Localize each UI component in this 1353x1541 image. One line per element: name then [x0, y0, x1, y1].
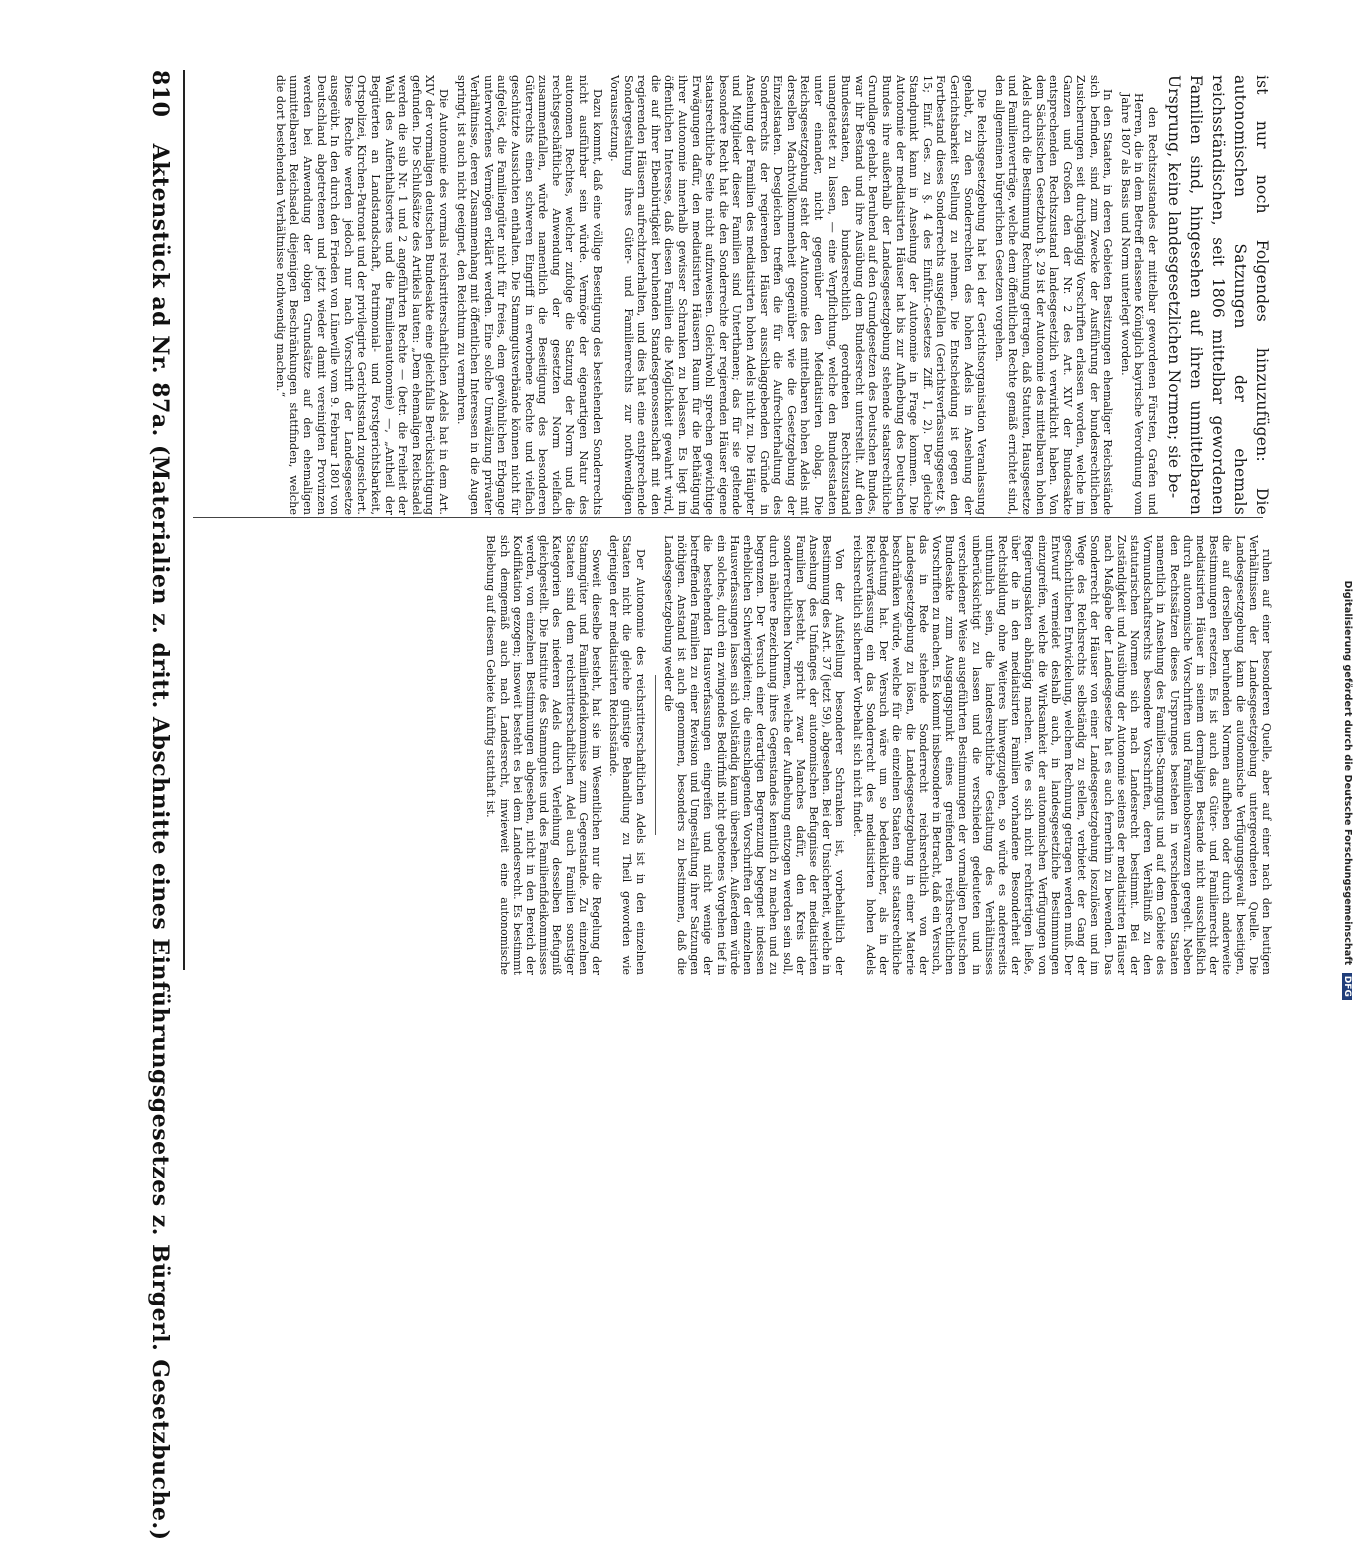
section-separator — [655, 675, 656, 835]
header-rule — [183, 70, 185, 970]
right-para-1: ruhen auf einer besonderen Quelle, aber auf einer nach den heutigen Verhältnissen der Landesgesetzgebung untergeordneten Quelle. Die Landesgesetzgebung kann die autonomische Verfügungsgewalt beseitigen, die auf derselben beruhenden Normen aufheben oder durch anderweite Bestimmungen ersetzen. Es ist auch das Güter- und Familienrecht der mediatisirten Häuser in seinem dermaligen Bestande nicht ausschließlich durch autonomische Vorschriften und Familienobservanzen geregelt. Neben den Rechtssätzen dieses Ursprunges bestehen in verschiedenen Staaten namentlich in Ansehung des Familien-Stammguts und auf dem Gebiete des Vormundschaftsrechts besondere Vorschriften, deren Verhältniß zu den statutarischen Normen sich nach Landesrecht bestimmt. Bei der Zuständigkeit und Ausübung der Autonomie seitens der mediatisirten Häuser nach Maßgabe der Landesgesetze hat es auch fernerhin zu bewenden. Das Sonderrecht der Häuser von einer Landesgesetzgebung loszulösen und im Wege des Reichsrechts selbständig zu stellen, verbietet der Gang der geschichtlichen Entwickelung, welchem Rechnung getragen werden muß. Der Entwurf vermeidet deshalb auch, in landesgesetzliche Bestimmungen einzugreifen, welche die Wirksamkeit der autonomischen Verfügungen von Regierungsakten abhängig machen. Wie es sich nicht rechtfertigen ließe, über die in den mediatisirten Familien vorhandene Besonderheit der Rechtsbildung ohne Weiteres hinwegzugehen, so würde es andererseits unthunlich sein, die landesrechtliche Gestaltung des Verhältnisses unberücksichtigt zu lassen und die verschieden gedeuteten und in verschiedener Weise ausgeführten Bestimmungen der vormaligen Deutschen Bundesakte zum Ausgangspunkt eines greifenden reichsrechtlichen Vorschriften zu machen. Es kommt insbesondere in Betracht, daß ein Versuch, das in Rede stehende Sonderrecht reichsrechtlich von der Landesgesetzgebung zu lösen, die Landesgesetzgebung in einer Materie beschränken würde, welche für die einzelnen Staaten eine staatsrechtliche Bedeutung hat. Der Versuch wäre um so bedenklicher, als in der Reichsverfassung ein das Sonderrecht des mediatisirten hohen Adels reichsrechtlich sichernder Vorbehalt sich nicht findet. — [850, 535, 1273, 975]
right-para-4: Soweit dieselbe besteht, hat sie im Wesentlichen nur die Regelung der Stammgüter und Familienfideikommisse zum Gegenstande. Zu einzelnen Staaten sind dem reichsritterschaftlichen Adel auch Familien sonstiger Kategorien des niederen Adels durch Verleihung desselben Befugniß gleichgestellt. Die Institute des Stammgutes und des Familienfideikommisses werden, von einzelnen Bestimmungen abgesehen, nicht in den Bereich der Kodifikation gezogen; insoweit besteht es bei dem Landesrecht. Es bestimmt sich demgemäß auch nach Landesrecht, inwieweit eine autonomische Beliebung auf diesem Gebiete künftig statthaft ist. — [484, 535, 604, 975]
left-para-2: Die Reichsgesetzgebung hat bei der Gerichtsorganisation Veranlassung gehabt, zu den Sonderrechten des hohen Adels in Ansehung der Gerichtsbarkeit Stellung zu nehmen. Die Entscheidung ist gegen den Fortbestand dieses Sonderrechts ausgefallen (Gerichtsverfassungsgesetz §. 15; Einf. Ges. zu §. 4 des Einführ.-Gesetzes Ziff. 1, 2). Der gleiche Standpunkt kann in Ansehung der Autonomie in Frage kommen. Die Autonomie der mediatisirten Häuser hat bis zur Aufhebung des Deutschen Bundes ihre außerhalb der Landesgesetzgebung stehende staatsrechtliche Grundlage gehabt. Beruhend auf den Grundgesetzen des Deutschen Bundes, war ihr Bestand und ihre Ausübung dem Bundesrecht unterstellt. Auf den Bundesstaaten, den bundesrechtlich geordneten Rechtszustand unangetastet zu lassen, — eine Verpflichtung, welche den Bundesstaaten unter einander, nicht gegenüber den Mediatisirten oblag. Die Reichsgesetzgebung steht der Autonomie des mittelbaren hohen Adels mit derselben Machtvollkommenheit gegenüber wie die Gesetzgebung der Einzelstaaten. Desgleichen treffen die für die Aufrechterhaltung des Sonderrechts der regierenden Häuser ausschlaggebenden Gründe in Ansehung der Familien des mediatisirten hohen Adels nicht zu. Die Häupter und Mitglieder dieser Familien sind Unterthanen; das für sie geltende besondere Recht hat die den Sonderrechte der regierenden Häuser eigene staatsrechtliche Seite nicht aufzuweisen. Gleichwohl sprechen gewichtige Erwägungen dafür, den mediatisirten Häusern Raum für die Bethätigung ihrer Autonomie innerhalb gewisser Schranken zu belassen. Es liegt im öffentlichen Interesse, daß diesen Familien die Möglichkeit gewahrt wird, die auf ihrer Ebenbürtigkeit beruhenden Standesgenossenschaft mit den regierenden Häusern aufrechtzuerhalten, und dies hat eine entsprechende Sondergestaltung ihres Güter- und Familienrechts zur nothwendigen Voraussetzung. — [608, 75, 989, 515]
right-para-3: Der Autonomie des reichsritterschaftlichen Adels ist in den einzelnen Staaten nicht die gleiche günstige Behandlung zu Theil geworden wie derjenigen der mediatisirten Reichsstände. — [607, 535, 647, 975]
page-number: 810 — [147, 70, 173, 118]
dfg-logo: DFG — [1342, 973, 1352, 1000]
rotated-page-frame — [103, 0, 1353, 1541]
running-title: Aktenstück ad Nr. 87a. (Materialien z. dritt. Abschnitte eines Einführungsgesetzes z. Bürgerl. Gesetzbuche.) — [147, 143, 173, 1541]
right-para-2: Von der Aufstellung besonderer Schranken ist, vorbehaltlich der Bestimmung des Art. 37 (jetzt 59), abgesehen. Bei der Unsicherheit, welche in Ansehung des Umfanges der autonomischen Befugnisse der mediatisirten Familien besteht, spricht zwar Manches dafür, den Kreis der sonderrechtlichen Normen, welche der Aufhebung entzogen werden sein soll, durch nähere Bezeichnung ihres Gegenstandes kenntlich zu machen und zu begrenzen. Der Versuch einer derartigen Begrenzung begegnet indessen erheblichen Schwierigkeiten; die einschlagenden Vorschriften der einzelnen Hausverfassungen lassen sich vollständig kaum übersehen. Außerdem würde ein solches, durch ein zwingendes Bedürfniß nicht gebotenes Vorgehen tief in die bestehenden Hausverfassungen eingreifen und nicht wenige der betreffenden Familien zu einer Revision und Umgestaltung ihrer Satzungen nöthigen. Anstand ist auch genommen, besonders zu bestimmen, daß die Landesgesetzgebung weder die — [661, 535, 847, 975]
left-para-3: Dazu kommt, daß eine völlige Beseitigung des bestehenden Sonderrechts nicht ausführbar sein würde. Vermöge der eigenartigen Natur des autonomen Rechtes, welcher zufolge die Satzung der Norm und die rechtsgeschäftliche Anwendung der gesetzten Norm vielfach zusammenfallen, würde namentlich die Beseitigung des besonderen Güterrechts einen schweren Eingriff in erworbene Rechte und vielfach geschützte Aussichten enthalten. Die Stammgutsverbände können nicht für aufgelöst, die Familiengüter nicht für freies, dem gewöhnlichen Erbgange unterworfenes Vermögen erklärt werden. Eine solche Umwälzung privater Verhältnisse, deren Zusammenhang mit öffentlichen Interessen in die Augen springt, ist auch nicht geeignet, den Reichtum zu vermehren. — [454, 75, 604, 515]
credit-text: Digitalisierung gefördert durch die Deutsche Forschungsgemeinschaft — [1342, 580, 1353, 966]
digitization-credit — [1342, 0, 1353, 1000]
left-para-1: In den Staaten, in deren Gebieten Besitzungen ehemaliger Reichsstände sich befinden, sind zum Zwecke der Ausführung der bundesrechtlichen Zusicherungen seit durchgängig Vorschriften erlassen worden, welche im Ganzen und Großen den der Nr. 2 des Art. XIV der Bundesakte entsprechenden Rechtszustand landesgesetzlich verwirklicht haben. Von dem Sächsischen Gesetzbuch §. 29 ist der Autonomie des mittelbaren hohen Adels durch die Bestimmung Rechnung getragen, daß Statuten, Hausgesetze und Familienverträge, welche dem öffentlichen Rechte gemäß errichtet sind, den allgemeinen bürgerlichen Gesetzen vorgehen. — [992, 75, 1115, 515]
left-intro: ist nur noch Folgendes hinzuzufügen: Die autonomischen Satzungen der ehemals reichsständischen, seit 1806 mittelbar gewordenen Familien sind, hingesehen auf ihren unmittelbaren Ursprung, keine landesgesetzlichen Normen; sie be- — [1165, 75, 1271, 515]
page-header — [133, 70, 173, 1541]
left-para-4: Die Autonomie des vormals reichsritterschaftlichen Adels hat in dem Art. XIV der vormaligen deutschen Bundesakte eine gleichfalls Berücksichtigung gefunden. Die Schlußsätze des Artikels lauten: „Dem ehemaligen Reichsadel werden die sub Nr. 1 und 2 angeführten Rechte — (betr. die Freiheit der Wahl des Aufenthaltsortes und die Familienautonomie) —, „Antheil der Begüterten an Landstandschaft, Patrimonial- und Forstgerichtsbarkeit, Ortspolizei, Kirchen-Patronat und der privilegirte Gerichtsstand zugesichert. Diese Rechte werden jedoch nur nach Vorschrift der Landesgesetze ausgeübt. In den durch den Frieden von Lüneville vom 9. Februar 1801 von Deutschland abgetretenen und jetzt wieder damit vereinigten Provinzen werden bei Anwendung der obigen Grundsätze auf den ehemaligen unmittelbaren Reichsadel diejenigen Beschränkungen stattfinden, welche die dort bestehenden Verhältnisse nothwendig machen.“ — [273, 75, 450, 515]
left-column — [193, 75, 1273, 515]
left-quote: den Rechtszustandes der mittelbar gewordenen Fürsten, Grafen und Herren, die in dem Betreff erlassene Königlich bayrische Verordnung vom Jahre 1807 als Basis und Norm unterlegt worden. — [1119, 93, 1159, 515]
column-divider — [193, 517, 1263, 518]
right-column — [193, 535, 1273, 975]
